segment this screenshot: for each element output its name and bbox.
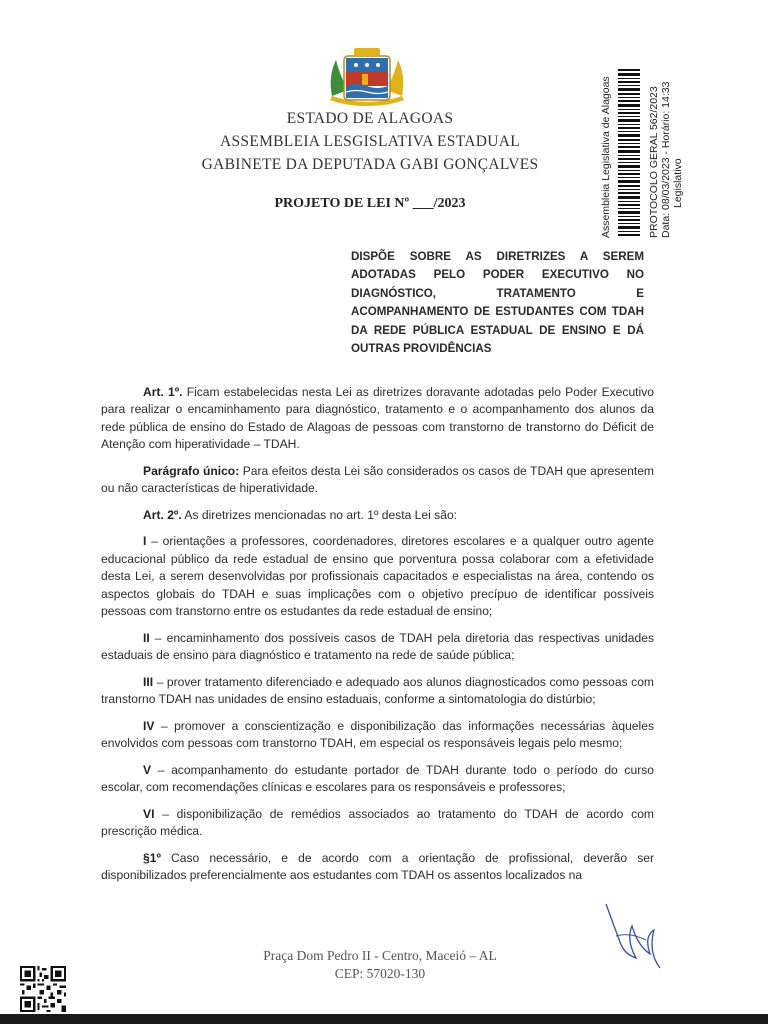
paragraph-label: §1º	[143, 850, 161, 865]
item-iii	[101, 674, 654, 709]
item-label: II	[143, 630, 150, 645]
item-label: IV	[143, 718, 155, 733]
stamp-sector: Legislativo	[672, 158, 684, 208]
footer-cep: CEP: 57020-130	[334, 966, 426, 981]
qr-code-icon	[20, 966, 66, 1012]
footer-address: Praça Dom Pedro II - Centro, Maceió – AL	[263, 948, 497, 963]
item-label: III	[143, 674, 154, 689]
cabinet-name: GABINETE DA DEPUTADA GABI GONÇALVES	[201, 156, 539, 173]
article-text: Para efeitos desta Lei são considerados os casos de TDAH que apresentem ou não características de hiperatividade.	[101, 463, 654, 496]
item-iv	[101, 718, 654, 753]
article-label: Art. 2º.	[143, 507, 182, 522]
item-text: – acompanhamento do estudante portador de TDAH durante todo o período do curso escolar, com recomendações clínicas e escolares para os responsáveis e professores;	[101, 762, 654, 795]
item-label: I	[143, 534, 147, 549]
item-label: V	[143, 762, 152, 777]
item-v	[101, 762, 654, 797]
stamp-institution: Assembleia Legislativa de Alagoas	[600, 76, 612, 238]
item-text: – prover tratamento diferenciado e adequado aos alunos diagnosticados como pessoas com transtorno TDAH nas unidades de ensino estaduais, conforme a sintomatologia do distúrbio;	[101, 674, 654, 707]
article-label: Art. 1º.	[143, 385, 183, 399]
article-text: As diretrizes mencionadas no art. 1º desta Lei são:	[181, 507, 458, 522]
item-text: – orientações a professores, coordenadores, diretores escolares e a qualquer outro agente educacional público da rede estadual de ensino que porventura possa colaborar com a efetividade desta Lei, a serem desenvolvidas por profissionais capacitados e especialistas na área, contendo os aspectos globais do TDAH e suas implicações com o objetivo precípuo de identificar possíveis pessoas com transtorno entre os estudantes da rede estadual de ensino;	[101, 534, 654, 619]
scan-edge	[0, 1014, 768, 1024]
bill-body	[101, 384, 654, 894]
item-ii	[101, 630, 654, 665]
item-vi	[101, 806, 654, 841]
signature-icon	[596, 896, 666, 976]
assembly-name: ASSEMBLEIA LESGISLATIVA ESTADUAL	[219, 133, 520, 150]
bill-title: PROJETO DE LEI Nº ___/2023	[274, 196, 466, 211]
item-text: – disponibilização de remédios associados ao tratamento do TDAH de acordo com prescrição médica.	[101, 806, 654, 839]
item-i	[101, 533, 654, 620]
bill-summary: DISPÕE SOBRE AS DIRETRIZES A SEREM ADOTADAS PELO PODER EXECUTIVO NO DIAGNÓSTICO, TRATAMENTO E ACOMPANHAMENTO DE ESTUDANTES COM TDAH DA REDE PÚBLICA ESTADUAL DE ENSINO E DÁ OUTRAS PROVIDÊNCIAS	[351, 250, 644, 356]
stamp-datetime: Data: 08/03/2023 - Horário: 14:33	[660, 81, 672, 238]
item-text: – promover a conscientização e disponibilização das informações necessárias àqueles envolvidos com pessoas com transtorno TDAH, em especial os responsáveis legais pelo mesmo;	[101, 718, 654, 751]
article-label: Parágrafo único:	[143, 463, 240, 478]
state-name: ESTADO DE ALAGOAS	[286, 110, 454, 127]
item-label: VI	[143, 806, 155, 821]
sole-paragraph	[101, 463, 654, 498]
protocol-stamp	[600, 48, 700, 238]
barcode-icon	[618, 68, 640, 238]
paragraph-text: Caso necessário, e de acordo com a orientação de profissional, deverão ser disponibilizados preferencialmente aos estudantes com TDAH os assentos localizados na	[101, 850, 654, 883]
alagoas-coat-of-arms-icon	[326, 46, 408, 110]
article-2	[101, 507, 654, 524]
paragraph-1	[101, 850, 654, 885]
article-text: Ficam estabelecidas nesta Lei as diretrizes doravante adotadas pelo Poder Executivo para realizar o encaminhamento para diagnóstico, tratamento e o acompanhamento dos alunos da rede pública de ensino do Estado de Alagoas de pessoas com transtorno de transtorno do Déficit de Atenção com hiperatividade – TDAH.	[101, 385, 654, 452]
article-1	[101, 384, 654, 454]
item-text: – encaminhamento dos possíveis casos de TDAH pela diretoria das respectivas unidades estaduais de ensino para diagnóstico e tratamento na rede de saúde pública;	[101, 630, 654, 663]
stamp-protocol: PROTOCOLO GERAL 562/2023	[648, 86, 660, 238]
